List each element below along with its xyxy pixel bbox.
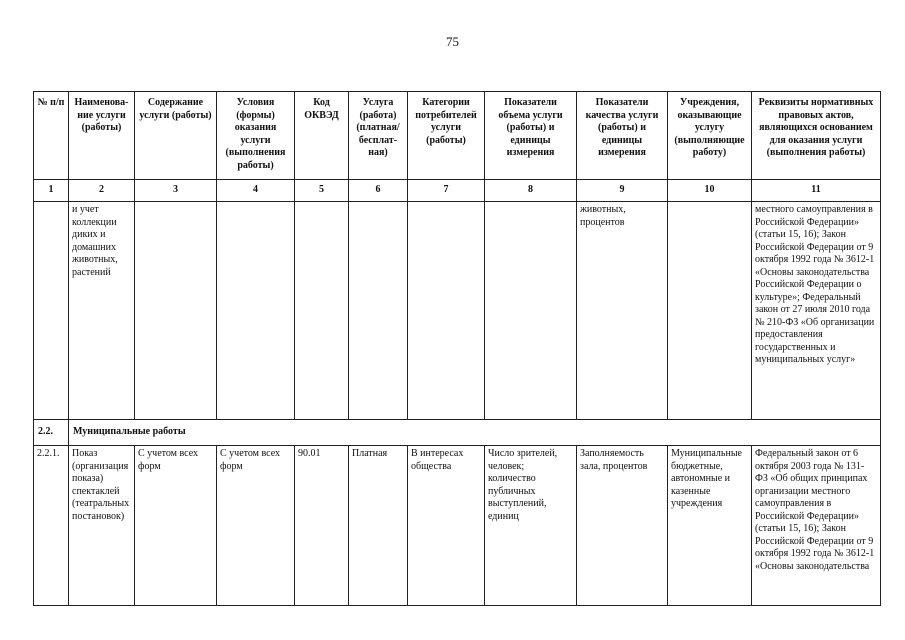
section-row: [34, 420, 881, 446]
table-cell: [135, 202, 217, 420]
table-cell: Число зрителей, человек; количество публичных выступлений, единиц: [485, 446, 577, 606]
table-cell: 90.01: [295, 446, 349, 606]
header-cell: Содержание услуги (работы): [135, 92, 217, 180]
table-cell: [217, 202, 295, 420]
table-cell: [668, 202, 752, 420]
header-cell: Реквизиты нормативных правовых актов, являющихся основанием для оказания услуги (выполнения работы): [752, 92, 881, 180]
table-cell: 2.2.1.: [34, 446, 69, 606]
table-cell: В интересах общества: [408, 446, 485, 606]
column-number-row: [34, 180, 881, 202]
column-number: 10: [668, 180, 752, 202]
table-cell: [408, 202, 485, 420]
table-cell: животных, процентов: [577, 202, 668, 420]
column-number: 3: [135, 180, 217, 202]
column-number: 2: [69, 180, 135, 202]
table-cell: Федеральный закон от 6 октября 2003 года № 131-ФЗ «Об общих принципах организации местного самоуправления в Российской Федерации» (статьи 15, 16); Закон Российской Федерации от 9 октября 1992 года № 3612-1 «Основы законодательства: [752, 446, 881, 606]
table-row: [34, 202, 881, 420]
table-cell: С учетом всех форм: [217, 446, 295, 606]
section-number: 2.2.: [34, 420, 69, 446]
table-cell: Платная: [349, 446, 408, 606]
column-number: 8: [485, 180, 577, 202]
table-cell: [34, 202, 69, 420]
section-title: Муниципальные работы: [69, 420, 881, 446]
header-cell: Условия (формы) оказания услуги (выполнения работы): [217, 92, 295, 180]
table-cell: Муниципальные бюджетные, автономные и казенные учреждения: [668, 446, 752, 606]
table-cell: местного самоуправления в Российской Федерации» (статьи 15, 16); Закон Российской Федерации от 9 октября 1992 года № 3612-1 «Основы законодательства Российской Федерации о культуре»; Федеральный закон от 27 июля 2010 года № 210-ФЗ «Об организации предоставления государственных и муниципальных услуг»: [752, 202, 881, 420]
column-number: 1: [34, 180, 69, 202]
table-row: [34, 446, 881, 606]
table-cell: Заполняемость зала, процентов: [577, 446, 668, 606]
column-number: 6: [349, 180, 408, 202]
column-number: 5: [295, 180, 349, 202]
header-cell: Код ОКВЭД: [295, 92, 349, 180]
header-cell: Услуга (работа) (платная/ бесплат-ная): [349, 92, 408, 180]
table-cell: [485, 202, 577, 420]
column-number: 4: [217, 180, 295, 202]
header-cell: Категории потребителей услуги (работы): [408, 92, 485, 180]
page-number: 75: [446, 34, 459, 49]
table-cell: и учет коллекции диких и домашних животных, растений: [69, 202, 135, 420]
table-cell: [295, 202, 349, 420]
header-row: [34, 92, 881, 180]
table-cell: Показ (организация показа) спектаклей (театральных постановок): [69, 446, 135, 606]
header-cell: Показатели объема услуги (работы) и единицы измерения: [485, 92, 577, 180]
table-cell: [349, 202, 408, 420]
header-cell: Учреждения, оказывающие услугу (выполняющие работу): [668, 92, 752, 180]
header-cell: Показатели качества услуги (работы) и единицы измерения: [577, 92, 668, 180]
column-number: 11: [752, 180, 881, 202]
header-cell: № п/п: [34, 92, 69, 180]
services-table: [33, 91, 881, 606]
column-number: 9: [577, 180, 668, 202]
column-number: 7: [408, 180, 485, 202]
header-cell: Наименова-ние услуги (работы): [69, 92, 135, 180]
table-cell: С учетом всех форм: [135, 446, 217, 606]
